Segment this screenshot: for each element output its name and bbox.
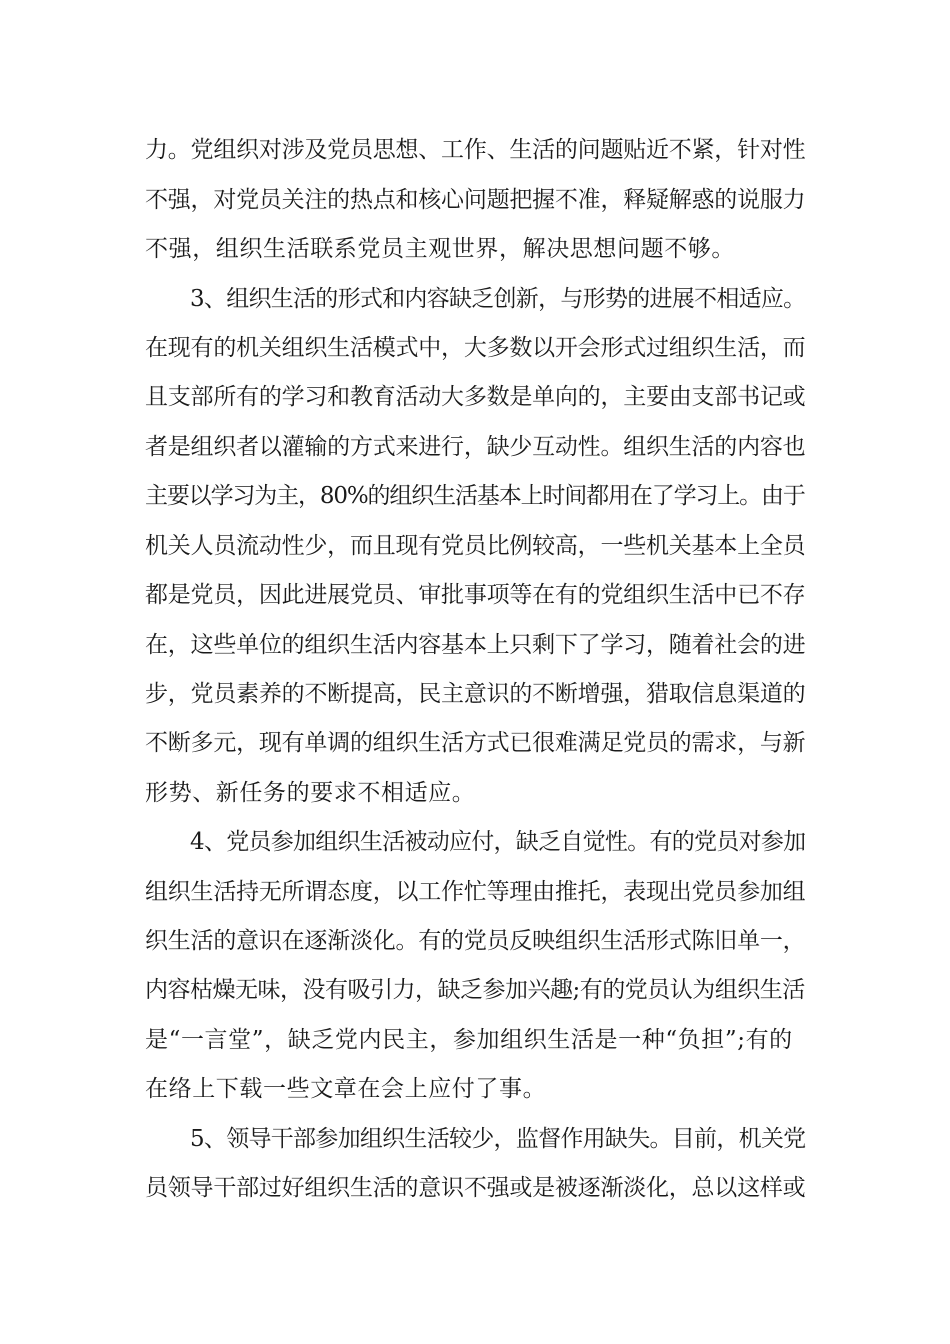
text-line: 员领导干部过好组织生活的意识不强或是被逐渐淡化，总以这样或 (145, 1175, 806, 1201)
text-line: 组织生活持无所谓态度，以工作忙等理由推托，表现出党员参加组 (145, 879, 806, 905)
text-line: 在现有的机关组织生活模式中，大多数以开会形式过组织生活，而 (145, 335, 806, 361)
text-line: 是“一言堂”，缺乏党内民主，参加组织生活是一种“负担”;有的 (145, 1027, 793, 1053)
text-line: 不强，组织生活联系党员主观世界，解决思想问题不够。 (145, 236, 735, 262)
text-line: 形势、新任务的要求不相适应。 (145, 780, 476, 806)
text-line: 者是组织者以灌输的方式来进行，缺少互动性。组织生活的内容也 (145, 434, 806, 460)
paragraph-5-first-line: 5、领导干部参加组织生活较少，监督作用缺失。目前，机关党 (190, 1126, 806, 1152)
text-line: 主要以学习为主，80%的组织生活基本上时间都用在了学习上。由于 (145, 483, 805, 509)
text-line: 织生活的意识在逐渐淡化。有的党员反映组织生活形式陈旧单一， (145, 928, 806, 954)
text-line: 步，党员素养的不断提高，民主意识的不断增强，猎取信息渠道的 (145, 681, 806, 707)
text-line: 机关人员流动性少，而且现有党员比例较高，一些机关基本上全员 (145, 533, 806, 559)
paragraph-3-first-line: 3、组织生活的形式和内容缺乏创新，与形势的进展不相适应。 (190, 286, 806, 312)
text-line: 力。党组织对涉及党员思想、工作、生活的问题贴近不紧，针对性 (145, 137, 806, 163)
text-line: 且支部所有的学习和教育活动大多数是单向的，主要由支部书记或 (145, 384, 806, 410)
text-line: 在，这些单位的组织生活内容基本上只剩下了学习，随着社会的进 (145, 632, 806, 658)
text-line: 都是党员，因此进展党员、审批事项等在有的党组织生活中已不存 (145, 582, 806, 608)
paragraph-4-first-line: 4、党员参加组织生活被动应付，缺乏自觉性。有的党员对参加 (190, 829, 806, 855)
text-line: 不断多元，现有单调的组织生活方式已很难满足党员的需求，与新 (145, 730, 806, 756)
text-line: 在络上下载一些文章在会上应付了事。 (145, 1076, 547, 1102)
text-line: 内容枯燥无味，没有吸引力，缺乏参加兴趣;有的党员认为组织生活 (145, 977, 805, 1003)
text-line: 不强，对党员关注的热点和核心问题把握不准，释疑解惑的说服力 (145, 187, 806, 213)
